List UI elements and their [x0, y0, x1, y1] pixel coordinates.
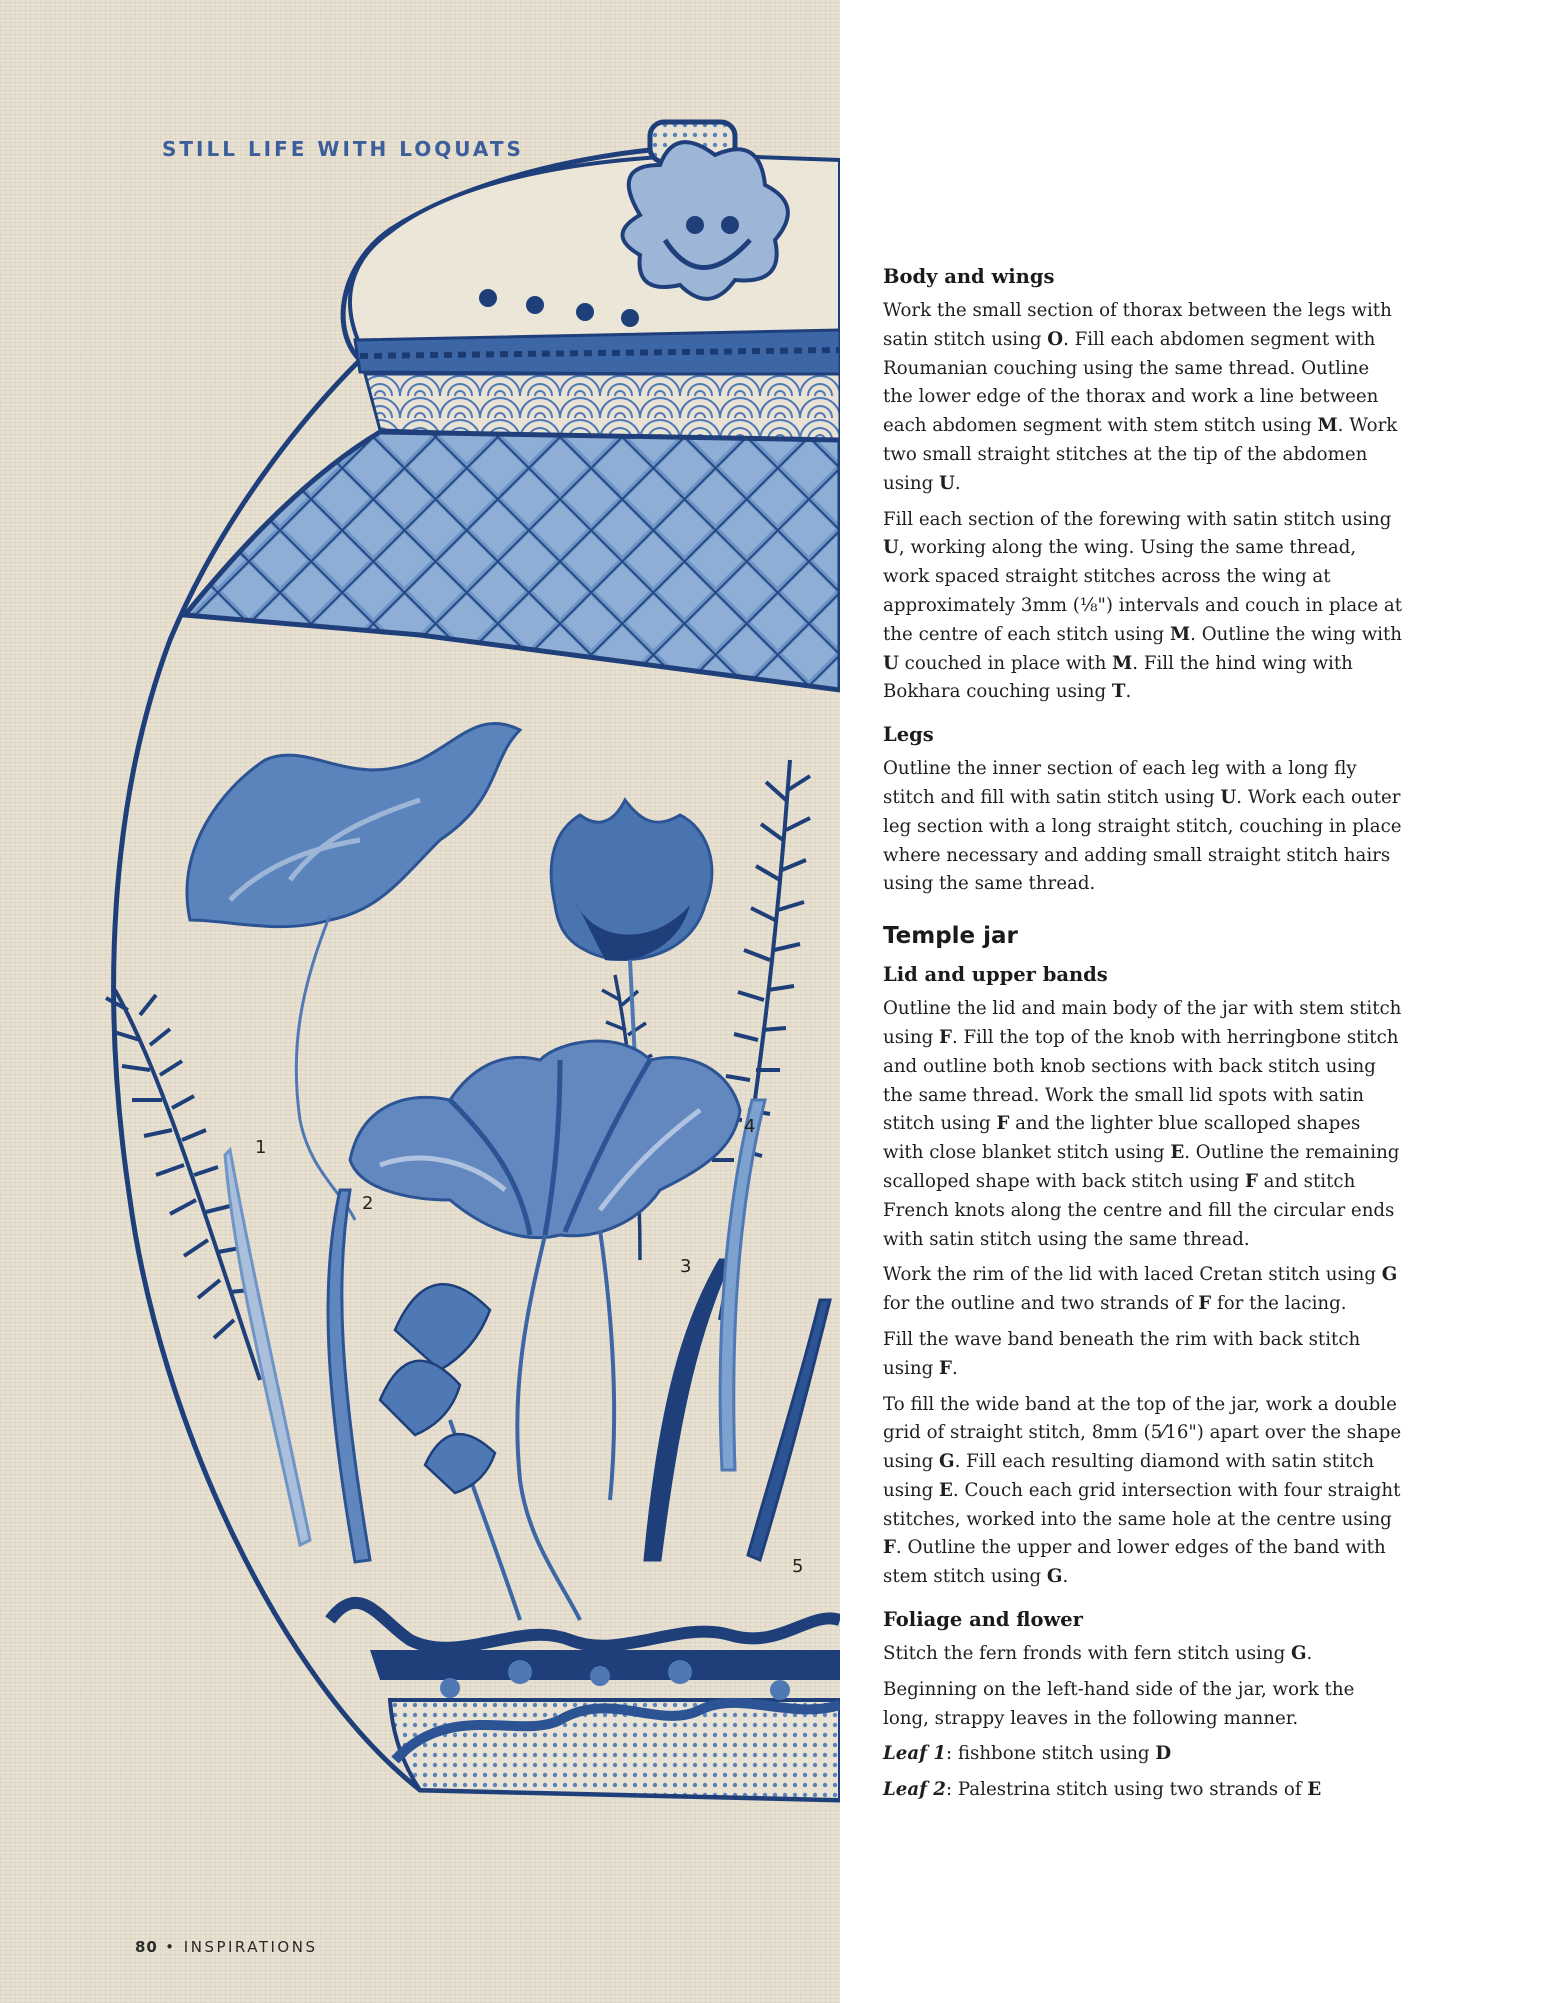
strappy-leaf-2 — [328, 1190, 370, 1562]
paragraph-lid-bands-2: Work the rim of the lid with laced Cretan stitch using G for the outline and two strands of F for the lacing. — [883, 1264, 1398, 1315]
magazine-name: INSPIRATIONS — [183, 1938, 318, 1956]
paragraph-lid-bands-4: To fill the wide band at the top of the jar, work a double grid of straight stitch, 8mm (5⁄16") apart over the shape using G. Fill each resulting diamond with satin stitch using E. Couch each grid intersection with four straight stitches, worked into the same hole at the centre using F. Outline the upper and lower edges of the band with stem stitch using G. — [883, 1393, 1402, 1588]
strappy-leaf-5 — [748, 1300, 830, 1560]
leaf-1-label: Leaf 1 — [883, 1743, 946, 1765]
heading-temple-jar: Temple jar — [883, 923, 1018, 950]
strappy-leaf-1 — [225, 1150, 310, 1545]
paragraph-body-wings-2: Fill each section of the forewing with satin stitch using U, working along the wing. Using the same thread, work spaced straight stitches across the wing at approximately 3mm (⅛") intervals and couch in place at the centre of each stitch using M. Outline the wing with U couched in place with M. Fill the hind wing with Bokhara couching using T. — [883, 508, 1403, 703]
leaf-1-text: : fishbone stitch using D — [945, 1743, 1172, 1765]
paragraph-body-wings-1: Work the small section of thorax between the legs with satin stitch using O. Fill each abdomen segment with Roumanian couching using the same thread. Outline the lower edge of the thorax and work a line between each abdomen segment with stem stitch using M. Work two small straight stitches at the tip of the abdomen using U. — [883, 300, 1398, 494]
leaf-label-1: 1 — [255, 1137, 267, 1158]
project-title: STILL LIFE WITH LOQUATS — [162, 137, 524, 161]
flower-centre — [350, 1041, 740, 1238]
heading-legs: Legs — [883, 723, 934, 747]
heading-lid-bands: Lid and upper bands — [883, 963, 1108, 987]
leaf-label-5: 5 — [792, 1556, 804, 1577]
strappy-leaf-3 — [645, 1260, 730, 1560]
stems — [450, 1230, 614, 1620]
leaf-label-4: 4 — [744, 1116, 756, 1137]
heading-body-wings: Body and wings — [883, 265, 1055, 288]
base-scallops — [390, 1700, 840, 1800]
ground-wave — [330, 1603, 840, 1648]
paragraph-foliage-2: Beginning on the left-hand side of the jar, work the long, strappy leaves in the following manner. — [883, 1678, 1355, 1729]
paragraph-lid-bands-1: Outline the lid and main body of the jar with stem stitch using F. Fill the top of the knob with herringbone stitch and outline both knob sections with back stitch using the same thread. Work the small lid spots with satin stitch using F and the lighter blue scalloped shapes with close blanket stitch using E. Outline the remaining scalloped shape with back stitch using F and stitch French knots along the centre and fill the circular ends with satin stitch using the same thread. — [883, 998, 1402, 1250]
leaf-1-instruction — [883, 1740, 1403, 1769]
instructions-column — [883, 262, 1403, 1812]
paragraph-legs: Outline the inner section of each leg with a long fly stitch and fill with satin stitch using U. Work each outer leg section with a long straight stitch, couching in place where necessary and adding small straight stitch hairs using the same thread. — [883, 758, 1402, 895]
leaf-label-3: 3 — [680, 1256, 692, 1277]
paragraph-foliage-1: Stitch the fern fronds with fern stitch using G. — [883, 1643, 1313, 1665]
leaf-2-text: : Palestrina stitch using two strands of E — [945, 1779, 1322, 1801]
ginkgo-leaves — [380, 1284, 495, 1493]
footer-separator: • — [165, 1938, 177, 1956]
leaf-2-label: Leaf 2 — [883, 1779, 946, 1801]
heading-foliage: Foliage and flower — [883, 1608, 1083, 1632]
page-footer — [135, 1938, 317, 1956]
page-number: 80 — [135, 1938, 158, 1956]
lattice-band — [185, 432, 840, 690]
right-fern — [712, 760, 810, 1320]
paragraph-lid-bands-3: Fill the wave band beneath the rim with back stitch using F. — [883, 1328, 1361, 1379]
leaf-label-2: 2 — [362, 1193, 374, 1214]
leaf-2-instruction — [883, 1776, 1403, 1805]
